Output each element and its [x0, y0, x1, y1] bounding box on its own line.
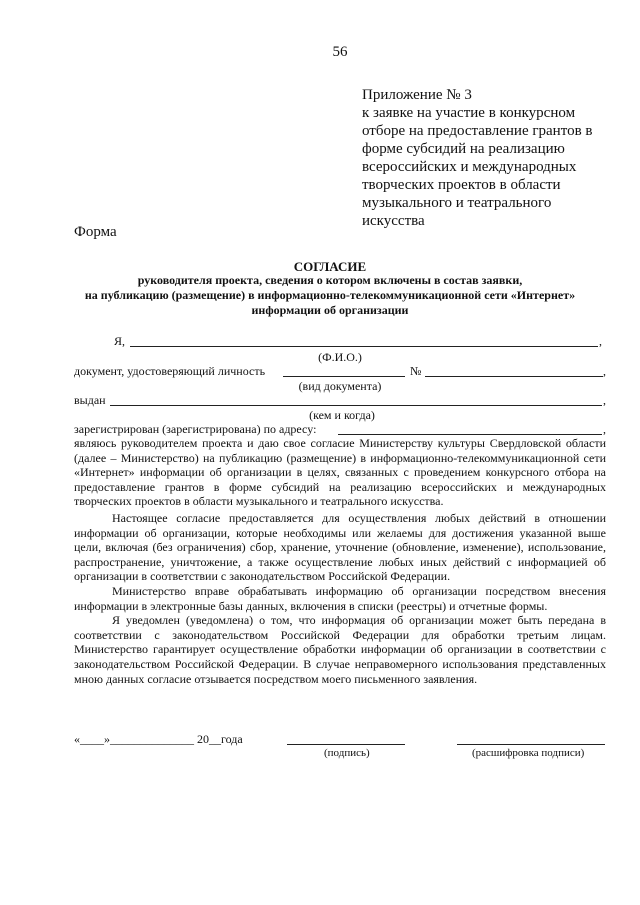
fio-input-line[interactable]	[130, 346, 598, 347]
document-label: документ, удостоверяющий личность	[74, 364, 266, 378]
appendix-line: музыкального и театрального	[362, 195, 552, 211]
document-type-input-line[interactable]	[283, 376, 405, 377]
comma: ,	[599, 334, 602, 348]
document-type-caption: (вид документа)	[298, 379, 382, 393]
document-title: СОГЛАСИЕ	[293, 259, 367, 274]
appendix-line: творческих проектов в области	[362, 177, 561, 193]
date-field[interactable]: «____»______________ 20__года	[74, 732, 243, 746]
paragraph: Министерство вправе обрабатывать информацию об организации посредством внесения информации в электронные базы данных, включения в списки (реестры) и отчетные формы.	[74, 583, 606, 613]
comma: ,	[603, 364, 606, 378]
appendix-line: Приложение № 3	[362, 87, 472, 103]
appendix-line: форме субсидий на реализацию	[362, 141, 565, 157]
issued-input-line[interactable]	[110, 405, 602, 406]
subtitle-line: на публикацию (размещение) в информационно-телекоммуникационной сети «Интернет»	[84, 288, 576, 302]
subtitle-line: руководителя проекта, сведения о котором включены в состав заявки,	[137, 273, 523, 287]
appendix-block	[362, 86, 592, 230]
decoding-caption: (расшифровка подписи)	[472, 747, 585, 759]
i-label: Я,	[114, 334, 126, 348]
address-label: зарегистрирован (зарегистрирована) по адресу:	[74, 422, 317, 436]
appendix-line: к заявке на участие в конкурсном	[362, 105, 576, 121]
consent-body	[74, 436, 606, 686]
subtitle-line: информации об организации	[251, 303, 409, 317]
fio-caption: (Ф.И.О.)	[318, 350, 362, 364]
appendix-line: всероссийских и международных	[362, 159, 577, 175]
address-input-line[interactable]	[338, 434, 602, 435]
document-subtitle	[74, 273, 586, 318]
appendix-line: отборе на предоставление грантов в	[362, 123, 593, 139]
comma: ,	[603, 393, 606, 407]
document-number-input-line[interactable]	[425, 376, 603, 377]
signature-decoding-input-line[interactable]	[457, 744, 605, 745]
signature-caption: (подпись)	[324, 747, 370, 759]
appendix-line: искусства	[362, 213, 425, 229]
paragraph: Настоящее согласие предоставляется для осуществления любых действий в отношении информации об организации, которые необходимы или желаемы для достижения указанной выше цели, включая (без ограничения) сбор, хранение, уточнение (обновление, изменение), использование, распространение, уничтожение, а также осуществление любых иных действий с информацией об организации в соответствии с законодательством Российской Федерации.	[74, 510, 606, 584]
issued-caption: (кем и когда)	[309, 408, 375, 422]
paragraph: являюсь руководителем проекта и даю свое согласие Министерству культуры Свердловской области (далее – Министерство) на публикацию (размещение) в информационно-телекоммуникационной сети «Интернет» информации об организации в целях, связанных с проведением конкурсного отбора на предоставление грантов в форме субсидий на реализацию всероссийских и международных творческих проектов в области музыкального и театрального искусства.	[74, 436, 606, 509]
issued-label: выдан	[74, 393, 106, 407]
comma: ,	[603, 422, 606, 436]
number-label: №	[410, 364, 422, 378]
paragraph: Я уведомлен (уведомлена) о том, что информация об организации может быть передана в соответствии с законодательством Российской Федерации для обработки третьим лицам. Министерство гарантирует осуществление обработки информации об организации в соответствии с законодательством Российской Федерации. В случае неправомерного использования представленных мною данных согласие отзывается посредством моего письменного заявления.	[74, 613, 606, 686]
page-number: 56	[332, 44, 348, 60]
signature-input-line[interactable]	[287, 744, 405, 745]
form-label: Форма	[74, 224, 117, 240]
